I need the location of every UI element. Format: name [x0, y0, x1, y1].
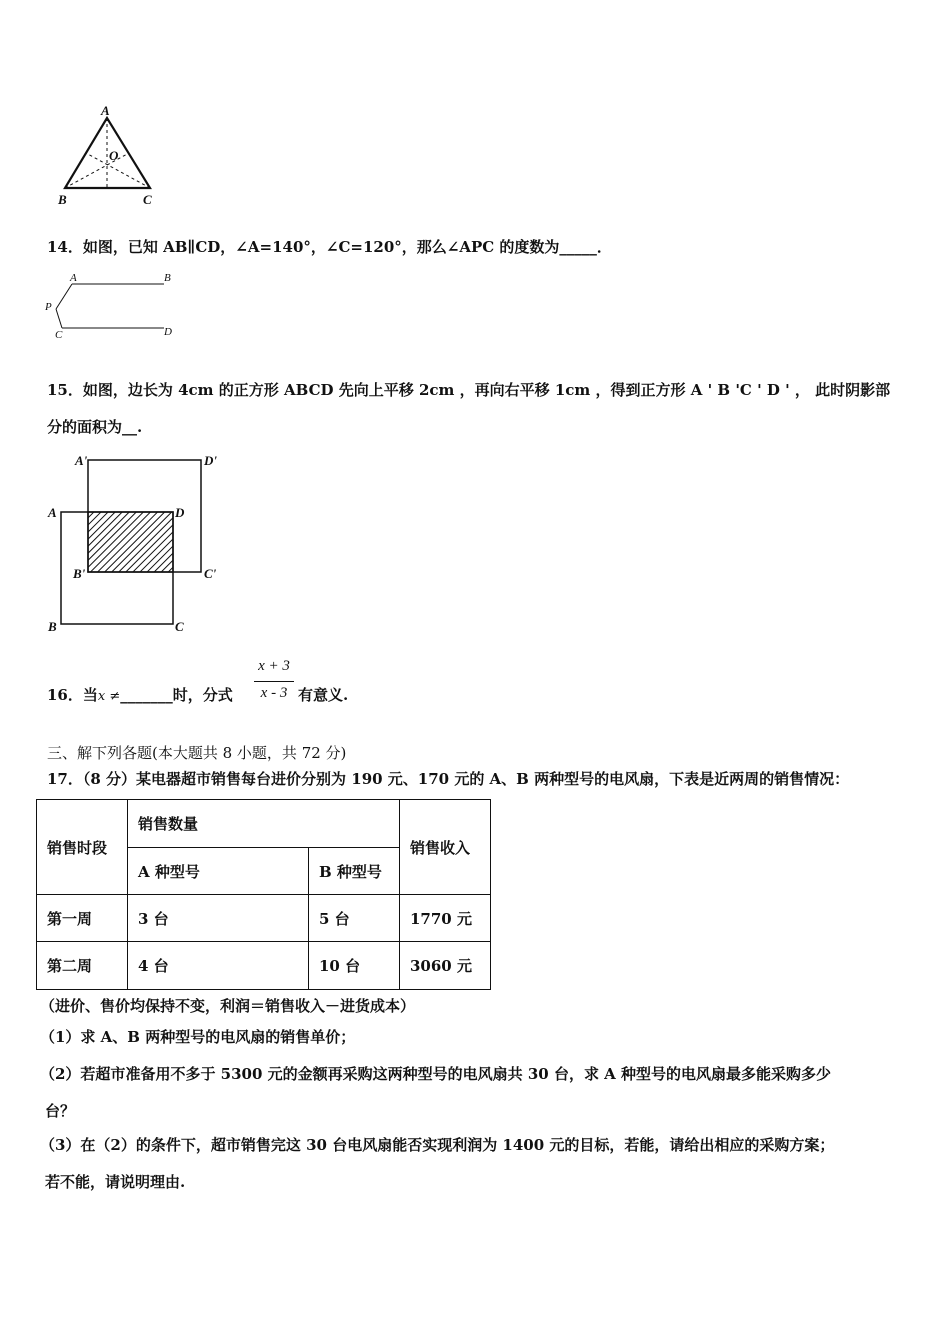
- cell-a: 3 台: [128, 895, 309, 942]
- label-a-prime: A': [75, 453, 88, 468]
- label-d: D: [164, 326, 172, 338]
- table-row: [37, 942, 491, 990]
- sales-table: [36, 799, 491, 990]
- header-income: 销售收入: [400, 800, 491, 895]
- question-17-note: （进价、售价均保持不变，利润＝销售收入－进货成本）: [40, 997, 416, 1015]
- label-b: B: [164, 272, 171, 284]
- label-c: C: [175, 619, 184, 634]
- label-a: A: [70, 272, 77, 284]
- parallel-lines-figure: [42, 268, 182, 343]
- question-17-part-3-cont: 若不能，请说明理由.: [45, 1173, 186, 1191]
- label-a: A: [101, 103, 110, 118]
- label-o: O: [109, 148, 119, 163]
- label-b: B: [58, 192, 67, 207]
- label-d: D: [175, 505, 185, 520]
- header-period: 销售时段: [37, 800, 128, 895]
- question-17-part-2: （2）若超市准备用不多于 5300 元的金额再采购这两种型号的电风扇共 30 台，求 A 种型号的电风扇最多能采购多少: [40, 1065, 832, 1083]
- cell-b: 5 台: [309, 895, 400, 942]
- question-17-part-3: （3）在（2）的条件下，超市销售完这 30 台电风扇能否实现利润为 1400 元的目标，若能，请给出相应的采购方案；: [40, 1136, 835, 1154]
- question-14: 14．如图，已知 AB∥CD，∠A=140°，∠C=120°，那么∠APC 的度数为_____．: [47, 238, 612, 256]
- label-c: C: [55, 329, 63, 341]
- header-type-a: A 种型号: [128, 848, 309, 895]
- question-17-part-2-cont: 台？: [45, 1102, 76, 1120]
- cell-a: 4 台: [128, 942, 309, 990]
- triangle-figure: [50, 100, 170, 210]
- label-b: B: [48, 619, 57, 634]
- cell-income: 1770 元: [400, 895, 491, 942]
- question-16-suffix: 有意义.: [298, 686, 349, 704]
- question-17-part-1: （1）求 A、B 两种型号的电风扇的销售单价；: [40, 1028, 356, 1046]
- fraction-denominator: x - 3: [260, 685, 288, 701]
- label-a: A: [48, 505, 57, 520]
- section-title: 三、解下列各题(本大题共 8 小题，共 72 分): [47, 744, 347, 762]
- answer-blank: _______: [120, 686, 173, 704]
- header-type-b: B 种型号: [309, 848, 400, 895]
- label-c-prime: C': [204, 566, 217, 581]
- question-16: [47, 684, 233, 705]
- cell-b: 10 台: [309, 942, 400, 990]
- table-row: [37, 895, 491, 942]
- translated-squares-figure: [40, 445, 230, 640]
- fraction-numerator: x + 3: [258, 658, 290, 674]
- cell-income: 3060 元: [400, 942, 491, 990]
- label-d-prime: D': [204, 453, 217, 468]
- question-16-mid: 时，分式: [172, 686, 233, 704]
- question-16-prefix: 16．当: [47, 686, 98, 704]
- cell-period: 第二周: [37, 942, 128, 990]
- question-15-line-2: 分的面积为__.: [47, 418, 143, 436]
- fraction-bar: [254, 681, 294, 682]
- label-c: C: [143, 192, 152, 207]
- question-17-intro: 17．（8 分）某电器超市销售每台进价分别为 190 元、170 元的 A、B 两种型号的电风扇，下表是近两周的销售情况：: [47, 770, 850, 788]
- question-15-line-1: 15．如图，边长为 4cm 的正方形 ABCD 先向上平移 2cm ，再向右平移 1cm ，得到正方形 A ' B 'C ' D ' ， 此时阴影部: [47, 381, 891, 399]
- header-quantity: 销售数量: [128, 800, 400, 848]
- variable-x: x ≠: [97, 689, 121, 704]
- label-b-prime: B': [73, 566, 86, 581]
- label-p: P: [45, 301, 52, 313]
- cell-period: 第一周: [37, 895, 128, 942]
